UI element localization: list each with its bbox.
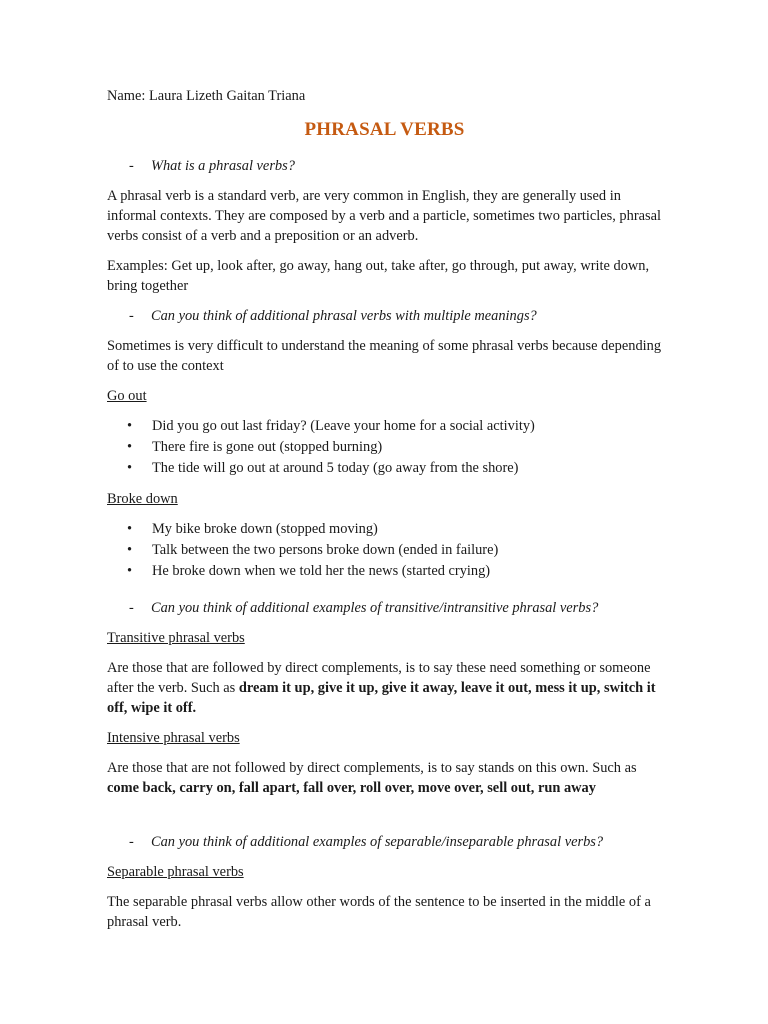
question-4 xyxy=(107,832,662,852)
bullet-icon: • xyxy=(127,439,133,455)
dash-marker: - xyxy=(129,834,134,850)
go-out-list xyxy=(107,416,662,479)
separable-heading: Separable phrasal verbs xyxy=(107,864,244,880)
multiple-meanings-paragraph: Sometimes is very difficult to understand the meaning of some phrasal verbs because depending of to use the context xyxy=(107,338,662,374)
broke-down-list xyxy=(107,519,662,582)
intensive-examples: come back, carry on, fall apart, fall over, roll over, move over, sell out, run away xyxy=(107,780,596,796)
go-out-heading: Go out xyxy=(107,388,147,404)
dash-marker: - xyxy=(129,308,134,324)
dash-marker: - xyxy=(129,600,134,616)
separable-paragraph: The separable phrasal verbs allow other words of the sentence to be inserted in the middle of a phrasal verb. xyxy=(107,894,651,930)
transitive-paragraph: Are those that are followed by direct complements, is to say these need something or someone after the verb. Such as dream it up, give it up, give it away, leave it out, mess it up, switch it off, wipe it off. xyxy=(107,660,656,716)
question-3-text: Can you think of additional examples of transitive/intransitive phrasal verbs? xyxy=(151,600,599,616)
question-1 xyxy=(107,156,662,176)
list-item: • My bike broke down (stopped moving) xyxy=(107,519,662,540)
broke-down-heading: Broke down xyxy=(107,491,178,507)
author-name: Name: Laura Lizeth Gaitan Triana xyxy=(107,88,306,104)
bullet-icon: • xyxy=(127,563,133,579)
bullet-icon: • xyxy=(127,521,133,537)
document-title: PHRASAL VERBS xyxy=(304,119,465,140)
list-item: • There fire is gone out (stopped burning) xyxy=(107,437,662,458)
question-1-text: What is a phrasal verbs? xyxy=(151,158,295,174)
bullet-icon: • xyxy=(127,542,133,558)
definition-paragraph: A phrasal verb is a standard verb, are very common in English, they are generally used in informal contexts. They are composed by a verb and a particle, sometimes two particles, phrasal verbs consist of a verb and a preposition or an adverb. xyxy=(107,188,661,244)
transitive-heading: Transitive phrasal verbs xyxy=(107,630,245,646)
question-2-text: Can you think of additional phrasal verbs with multiple meanings? xyxy=(151,308,537,324)
bullet-icon: • xyxy=(127,418,133,434)
document-page xyxy=(107,86,662,942)
list-item: • Did you go out last friday? (Leave your home for a social activity) xyxy=(107,416,662,437)
transitive-examples: dream it up, give it up, give it away, leave it out, mess it up, switch it off, wipe it off. xyxy=(107,680,656,716)
question-4-text: Can you think of additional examples of separable/inseparable phrasal verbs? xyxy=(151,834,604,850)
intensive-paragraph: Are those that are not followed by direct complements, is to say stands on this own. Such as come back, carry on, fall apart, fall over, roll over, move over, sell out, run away xyxy=(107,760,637,796)
intensive-heading: Intensive phrasal verbs xyxy=(107,730,240,746)
bullet-icon: • xyxy=(127,460,133,476)
examples-paragraph: Examples: Get up, look after, go away, hang out, take after, go through, put away, write down, bring together xyxy=(107,258,650,294)
list-item: • The tide will go out at around 5 today (go away from the shore) xyxy=(107,458,662,479)
question-2 xyxy=(107,306,662,326)
list-item: • He broke down when we told her the news (started crying) xyxy=(107,561,662,582)
dash-marker: - xyxy=(129,158,134,174)
question-3 xyxy=(107,598,662,618)
list-item: • Talk between the two persons broke down (ended in failure) xyxy=(107,540,662,561)
